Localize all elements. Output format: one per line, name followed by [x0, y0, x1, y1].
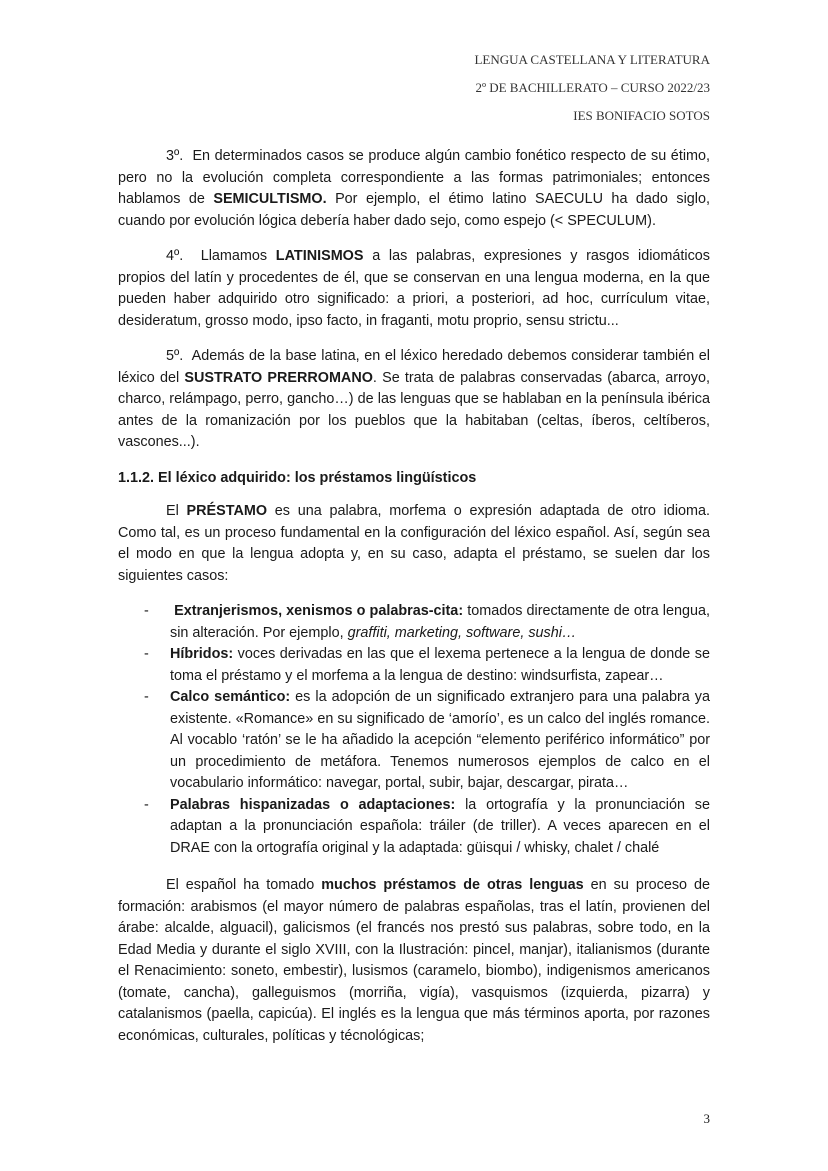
document-body [118, 146, 710, 1061]
list-item [118, 687, 710, 795]
term-prestamos: muchos préstamos de otras lenguas [321, 877, 584, 893]
list-item-text: voces derivadas en las que el lexema pertenece a la lengua de donde se toma el préstamo y el morfema a la lengua de destino: windsurfista, zapear… [170, 646, 710, 684]
paragraph-text: En determinados casos se produce algún cambio fonético respecto de su étimo, pero no la evolución completa correspondiente a las formas patrimoniales; entonces hablamos de [118, 148, 710, 207]
paragraph-text: . Se trata de palabras conservadas (abarca, arroyo, charco, relámpago, perro, gancho…) de las lenguas que se hablaban en la península ibérica antes de la romanización por los pueblos que la habitaban (celtas, íberos, celtíberos, vascones...). [118, 369, 710, 450]
header-school: IES BONIFACIO SOTOS [573, 108, 710, 123]
paragraph-text: Por ejemplo, el étimo latino SAECULU ha dado siglo, cuando por evolución lógica debería haber dado sejo, como espejo (< SPECULUM). [118, 191, 710, 229]
list-item-term: Calco semántico: [170, 689, 291, 705]
page-header [474, 46, 710, 130]
header-course: 2º DE BACHILLERATO – CURSO 2022/23 [475, 80, 710, 95]
paragraph-text: Además de la base latina, en el léxico heredado debemos considerar también el léxico del [118, 348, 711, 386]
paragraph-text: es una palabra, morfema o expresión adaptada de otro idioma. Como tal, es un proceso fundamental en la configuración del léxico español. Así, según sea el modo en que la lengua adopta y, en su caso, adapta el préstamo, se suelen dar los siguientes casos: [118, 503, 711, 584]
list-item-text: es la adopción de un significado extranjero para una palabra ya existente. «Romance» en su significado de ‘amorío’, es un calco del inglés romance. Al vocablo ‘ratón’ se le ha añadido la acepción “elemento periférico informático” por un procedimiento de metáfora. Tenemos numerosos ejemplos de calco en el vocabulario informático: navegar, portal, subir, bajar, descargar, pirata… [170, 689, 710, 791]
list-bullet: - [144, 603, 149, 619]
page-number: 3 [703, 1111, 710, 1126]
loan-types-list [118, 601, 710, 859]
list-bullet: - [144, 646, 149, 662]
list-item-examples: graffiti, marketing, software, sushi… [347, 624, 577, 641]
list-item [118, 795, 710, 860]
term-semicultismo: SEMICULTISMO. [213, 191, 327, 207]
paragraph-number: 4º. [166, 248, 184, 264]
list-item [118, 601, 710, 644]
list-item-term: Híbridos: [170, 646, 234, 662]
paragraph-text: Llamamos [200, 248, 268, 264]
paragraph-text: El español ha tomado [166, 877, 315, 893]
list-item-text: la ortografía y la pronunciación se adaptan a la pronunciación española: tráiler (de triller). A veces aparecen en el DRAE con la ortografía original y la adaptada: güisqui / whisky, chalet / chalé [170, 796, 710, 856]
paragraph-prestamos-lenguas [118, 875, 710, 1047]
header-subject: LENGUA CASTELLANA Y LITERATURA [474, 52, 710, 67]
list-item-text: tomados directamente de otra lengua, sin alteración. Por ejemplo, [170, 603, 710, 641]
paragraph-number: 5º. [166, 348, 184, 364]
list-item [118, 644, 710, 687]
paragraph-text: en su proceso de formación: arabismos (el mayor número de palabras españolas, tras el latín, provienen del árabe: alcalde, alguacil), galicismos (el francés nos prestó sus palabras, sobre todo, en la Edad Media y durante el siglo XVIII, con la Ilustración: pincel, manjar), italianismos (durante el Renacimiento: soneto, embestir), lusismos (caramelo, biombo), indigenismos americanos (tomate, cancha), galleguismos (morriña, vigía), vasquismos (izquierda, pizarra) y catalanismos (paella, capicúa). El inglés es la lengua que más términos aporta, por razones económicas, culturales, políticas y técnológicas; [118, 877, 711, 1044]
paragraph-number: 3º. [166, 148, 184, 164]
paragraph-sustrato [118, 346, 710, 454]
paragraph-semicultismo [118, 146, 710, 232]
list-item-term: Palabras hispanizadas o adaptaciones: [170, 796, 456, 813]
list-bullet: - [144, 689, 149, 705]
section-heading: 1.1.2. El léxico adquirido: los préstamos lingüísticos [118, 469, 477, 486]
term-sustrato: SUSTRATO PRERROMANO [184, 369, 373, 386]
paragraph-text: a las palabras, expresiones y rasgos idiomáticos propios del latín y procedentes de él, que se conservan en una lengua moderna, en la que pueden haber adquirido otro significado: a priori, a posteriori, ad hoc, currículum vitae, desideratum, grosso modo, ipso facto, in fraganti, motu proprio, sensu strictu... [118, 248, 711, 329]
list-item-term: Extranjerismos, xenismos o palabras-cita: [174, 603, 464, 619]
term-latinismos: LATINISMOS [275, 248, 364, 264]
term-prestamo: PRÉSTAMO [186, 503, 268, 519]
paragraph-latinismos [118, 246, 710, 332]
paragraph-prestamo [118, 501, 710, 587]
list-bullet: - [144, 796, 149, 813]
paragraph-text: El [166, 503, 179, 519]
